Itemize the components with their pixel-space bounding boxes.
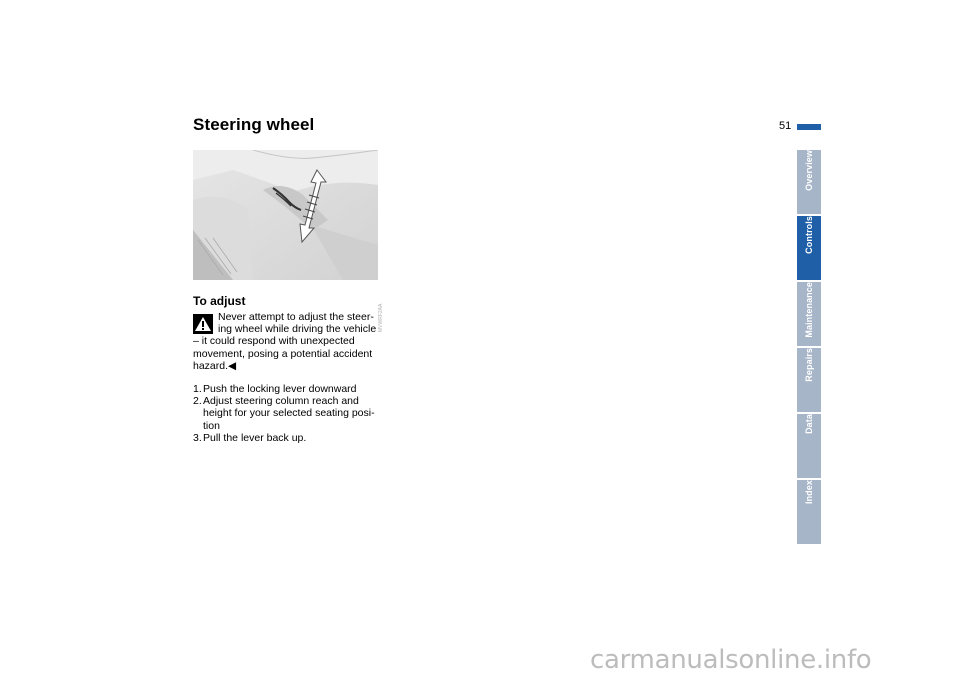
step-item (193, 395, 383, 432)
tab-label: Controls (804, 216, 814, 254)
tab-label: Overview (804, 150, 814, 191)
warning-line: Never attempt to adjust the steer- (218, 311, 374, 323)
tab-label: Repairs (804, 348, 814, 382)
steering-column-illustration (193, 150, 378, 280)
warning-line: – it could respond with unexpected (193, 335, 355, 348)
page-marker (797, 124, 821, 130)
figure-code: MVWRF2AA (378, 303, 384, 332)
adjust-steps-list (193, 383, 383, 444)
step-text: Push the locking lever downward (203, 383, 357, 395)
section-heading: To adjust (193, 294, 246, 308)
warning-line: ing wheel while driving the vehicle (218, 323, 377, 336)
page-number: 51 (779, 120, 792, 132)
warning-line: movement, posing a potential accident (193, 347, 373, 360)
tab-data[interactable] (797, 414, 821, 478)
step-number: 2. (193, 395, 202, 408)
tab-controls[interactable] (797, 216, 821, 280)
tab-index[interactable] (797, 480, 821, 544)
step-number: 1. (193, 383, 202, 395)
step-number: 3. (193, 431, 202, 444)
tab-label: Maintenance (804, 282, 814, 338)
tab-maintenance[interactable] (797, 282, 821, 346)
warning-line: hazard.◀ (193, 359, 237, 372)
watermark: carmanualsonline.info (590, 645, 872, 675)
step-item (193, 383, 383, 395)
page-title: Steering wheel (193, 115, 315, 134)
tab-label: Data (804, 414, 814, 434)
tab-label: Index (804, 480, 814, 505)
step-text: height for your selected seating posi- (203, 407, 375, 420)
tab-overview[interactable] (797, 150, 821, 214)
step-text: tion (203, 419, 220, 432)
step-text: Adjust steering column reach and (203, 395, 359, 408)
step-text: Pull the lever back up. (203, 431, 307, 444)
tab-repairs[interactable] (797, 348, 821, 412)
warning-text (193, 311, 383, 372)
step-item (193, 432, 383, 444)
